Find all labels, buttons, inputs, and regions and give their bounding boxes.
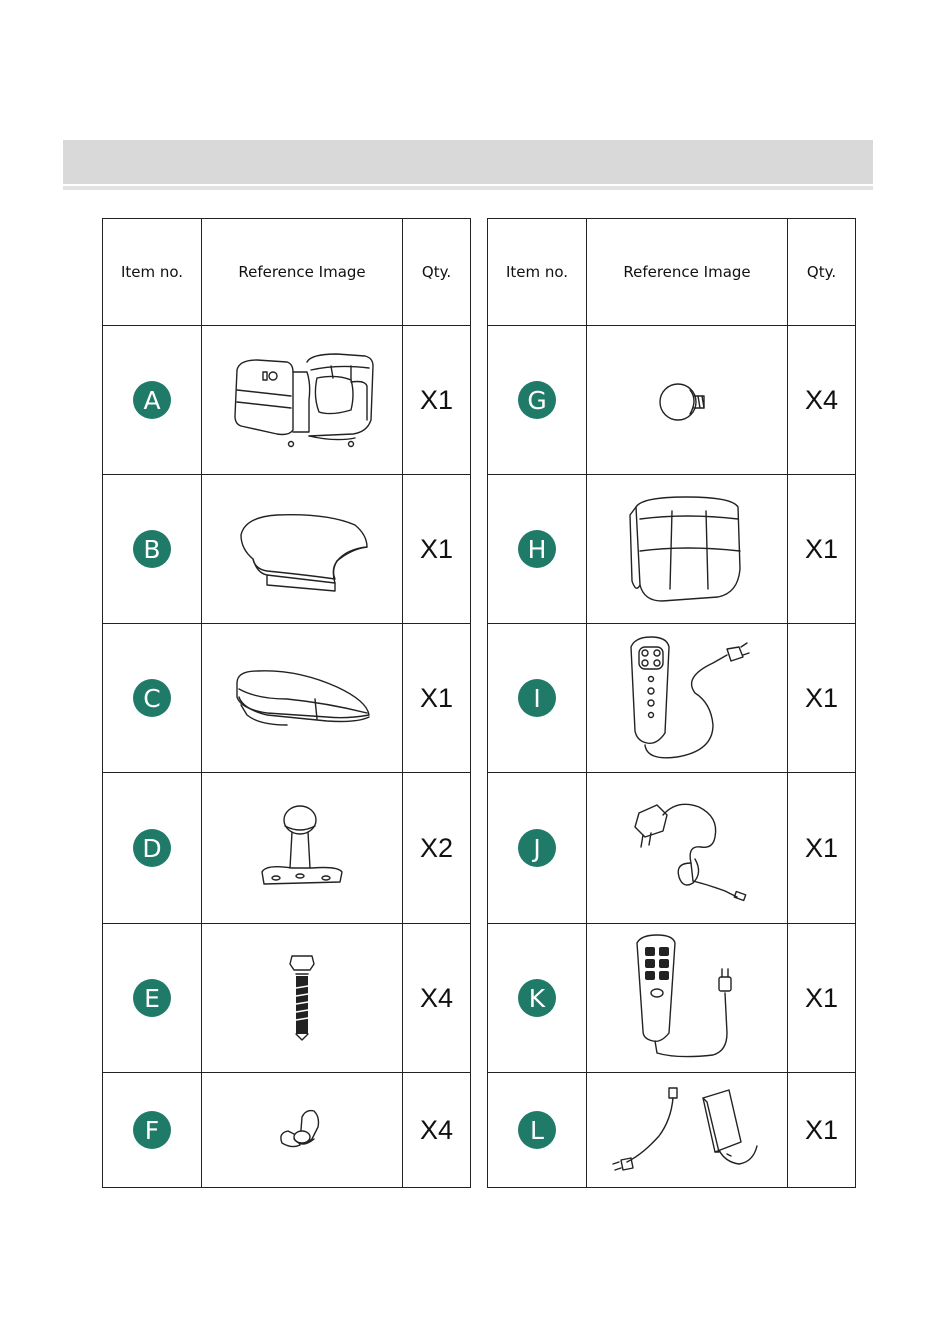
item-badge: A [133,381,171,419]
button-remote-with-cord-image [617,933,757,1063]
table-header-row [103,219,471,326]
item-badge: J [518,829,556,867]
table-row [488,773,856,924]
table-row [103,1073,471,1188]
screw-foot-image [652,370,722,430]
header-item-no: Item no. [103,219,202,326]
table-row [103,475,471,624]
wing-nut-image [272,1105,332,1155]
back-cushion-image [227,653,377,743]
header-item-no: Item no. [488,219,587,326]
table-row [488,326,856,475]
bolt-image [272,948,332,1048]
mounting-bracket-image [252,798,352,898]
table-row [103,773,471,924]
item-badge: L [518,1111,556,1149]
header-reference-image: Reference Image [202,219,403,326]
item-badge: I [518,679,556,717]
item-badge: H [518,530,556,568]
item-qty: X1 [804,982,839,1013]
header-qty: Qty. [788,219,856,326]
table-row [103,624,471,773]
item-badge: B [133,530,171,568]
item-badge: F [133,1111,171,1149]
item-badge: G [518,381,556,419]
backrest-cushion-image [622,489,752,609]
table-row [488,475,856,624]
item-qty: X2 [419,832,454,863]
item-qty: X1 [419,384,454,415]
table-row [488,924,856,1073]
header-qty: Qty. [403,219,471,326]
power-adapter-image [617,793,757,903]
section-header-rule [63,186,873,190]
item-qty: X4 [419,982,454,1013]
power-supply-image [607,1080,767,1180]
item-qty: X1 [804,1114,839,1145]
item-qty: X4 [419,1114,454,1145]
item-badge: K [518,979,556,1017]
item-qty: X1 [804,682,839,713]
section-header-bar [63,140,873,184]
item-qty: X4 [804,384,839,415]
table-row [488,624,856,773]
item-qty: X1 [419,682,454,713]
item-badge: C [133,679,171,717]
table-row [488,1073,856,1188]
item-badge: E [133,979,171,1017]
table-row [103,326,471,475]
hand-remote-with-cord-image [617,633,757,763]
item-badge: D [133,829,171,867]
seat-cushion-image [227,499,377,599]
parts-table-left [102,218,471,1188]
item-qty: X1 [804,533,839,564]
item-qty: X1 [804,832,839,863]
item-qty: X1 [419,533,454,564]
parts-table-right [487,218,856,1188]
header-reference-image: Reference Image [587,219,788,326]
table-header-row [488,219,856,326]
recliner-chair-image [227,350,377,450]
table-row [103,924,471,1073]
